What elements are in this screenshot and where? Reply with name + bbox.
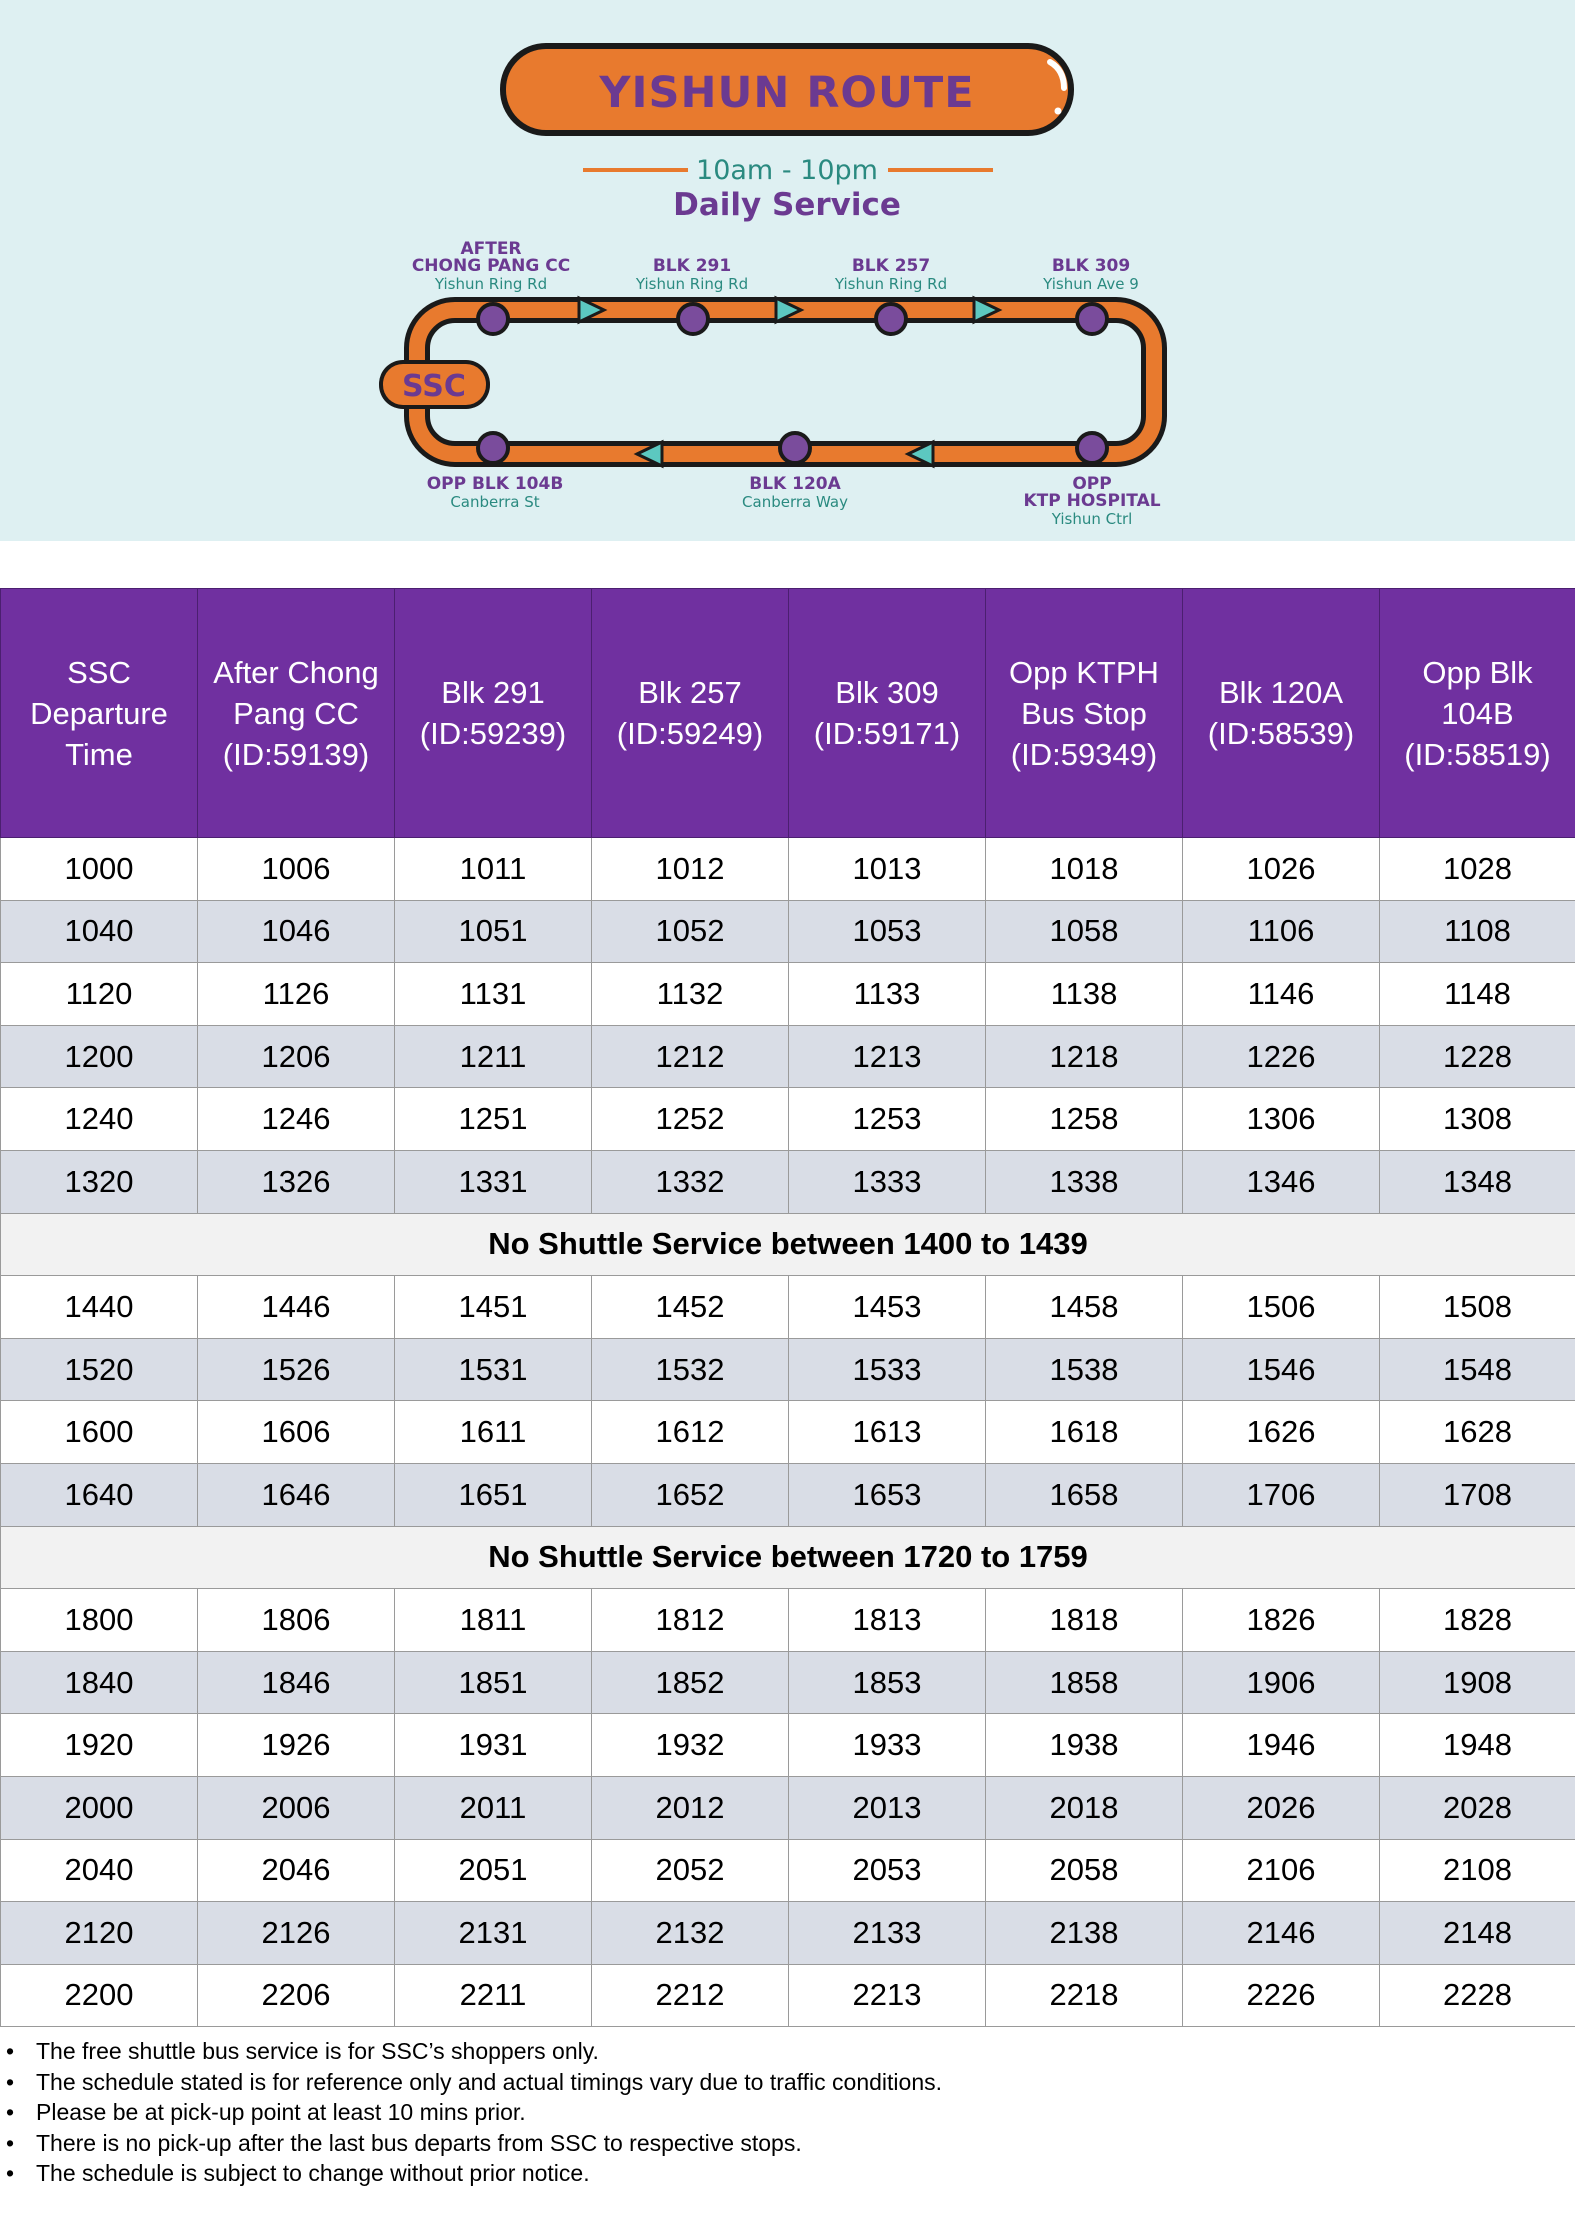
schedule-table xyxy=(0,588,1575,2027)
time-cell: 1458 xyxy=(986,1276,1183,1339)
time-cell: 1206 xyxy=(198,1025,395,1088)
time-cell: 1826 xyxy=(1183,1589,1380,1652)
time-cell: 2106 xyxy=(1183,1839,1380,1902)
route-map xyxy=(0,0,1575,541)
table-row xyxy=(1,1776,1575,1839)
note-item: • The schedule stated is for reference only and actual timings vary due to traffic conditions. xyxy=(0,2067,1575,2098)
stop-marker xyxy=(1077,304,1107,334)
stop-marker xyxy=(1077,433,1107,463)
table-row xyxy=(1,1276,1575,1339)
note-item: • Please be at pick-up point at least 10 mins prior. xyxy=(0,2097,1575,2128)
time-cell: 1346 xyxy=(1183,1150,1380,1213)
table-row xyxy=(1,900,1575,963)
time-cell: 1333 xyxy=(789,1150,986,1213)
time-cell: 1006 xyxy=(198,838,395,901)
no-service-notice-row xyxy=(1,1213,1575,1276)
column-header: Blk 309 (ID:59171) xyxy=(789,589,986,838)
time-cell: 1106 xyxy=(1183,900,1380,963)
time-cell: 2012 xyxy=(592,1776,789,1839)
time-cell: 1811 xyxy=(395,1589,592,1652)
time-cell: 1606 xyxy=(198,1401,395,1464)
time-cell: 1926 xyxy=(198,1714,395,1777)
table-row xyxy=(1,1714,1575,1777)
time-cell: 2213 xyxy=(789,1964,986,2027)
time-cell: 1000 xyxy=(1,838,198,901)
time-cell: 1611 xyxy=(395,1401,592,1464)
column-header: Blk 120A (ID:58539) xyxy=(1183,589,1380,838)
time-cell: 1818 xyxy=(986,1589,1183,1652)
time-cell: 2051 xyxy=(395,1839,592,1902)
track xyxy=(417,310,1154,454)
column-header: Opp KTPH Bus Stop (ID:59349) xyxy=(986,589,1183,838)
time-cell: 1646 xyxy=(198,1463,395,1526)
time-cell: 1212 xyxy=(592,1025,789,1088)
time-cell: 2138 xyxy=(986,1902,1183,1965)
time-cell: 1858 xyxy=(986,1651,1183,1714)
table-row xyxy=(1,1651,1575,1714)
time-cell: 1148 xyxy=(1380,963,1575,1026)
time-cell: 2206 xyxy=(198,1964,395,2027)
stop-marker xyxy=(478,304,508,334)
notes-list xyxy=(0,2036,1575,2189)
stop-label-line1: OPP xyxy=(1072,474,1112,494)
hub-label: SSC xyxy=(402,369,466,404)
time-cell: 1138 xyxy=(986,963,1183,1026)
time-cell: 2053 xyxy=(789,1839,986,1902)
stop-marker xyxy=(876,304,906,334)
time-cell: 1531 xyxy=(395,1338,592,1401)
stop-label-line2: CHONG PANG CC xyxy=(411,256,571,276)
time-cell: 1526 xyxy=(198,1338,395,1401)
table-header-row xyxy=(1,589,1575,838)
time-cell: 1452 xyxy=(592,1276,789,1339)
table-row xyxy=(1,1338,1575,1401)
time-cell: 1446 xyxy=(198,1276,395,1339)
table-row xyxy=(1,963,1575,1026)
time-cell: 1200 xyxy=(1,1025,198,1088)
time-cell: 1253 xyxy=(789,1088,986,1151)
time-cell: 1440 xyxy=(1,1276,198,1339)
time-cell: 1053 xyxy=(789,900,986,963)
time-cell: 1131 xyxy=(395,963,592,1026)
stop-label-line2: BLK 257 xyxy=(851,256,931,276)
stop-road: Yishun Ctrl xyxy=(1051,510,1133,528)
time-cell: 1920 xyxy=(1,1714,198,1777)
time-cell: 1331 xyxy=(395,1150,592,1213)
time-cell: 1613 xyxy=(789,1401,986,1464)
time-cell: 2132 xyxy=(592,1902,789,1965)
table-row xyxy=(1,1463,1575,1526)
time-cell: 1948 xyxy=(1380,1714,1575,1777)
time-cell: 1228 xyxy=(1380,1025,1575,1088)
time-cell: 2120 xyxy=(1,1902,198,1965)
stop-road: Canberra Way xyxy=(742,493,848,511)
time-cell: 2006 xyxy=(198,1776,395,1839)
service-hours: 10am - 10pm xyxy=(696,155,878,186)
service-days: Daily Service xyxy=(673,187,901,223)
stop-road: Yishun Ring Rd xyxy=(635,275,749,293)
route-title: YISHUN ROUTE xyxy=(599,68,975,118)
time-cell: 1846 xyxy=(198,1651,395,1714)
time-cell: 2013 xyxy=(789,1776,986,1839)
time-cell: 1600 xyxy=(1,1401,198,1464)
time-cell: 1626 xyxy=(1183,1401,1380,1464)
stop-label-line2: BLK 291 xyxy=(652,256,732,276)
table-row xyxy=(1,1902,1575,1965)
time-cell: 1706 xyxy=(1183,1463,1380,1526)
time-cell: 1506 xyxy=(1183,1276,1380,1339)
time-cell: 1018 xyxy=(986,838,1183,901)
time-cell: 1908 xyxy=(1380,1651,1575,1714)
stop-marker xyxy=(780,433,810,463)
time-cell: 2200 xyxy=(1,1964,198,2027)
time-cell: 2000 xyxy=(1,1776,198,1839)
column-header: SSC Departure Time xyxy=(1,589,198,838)
column-header: Opp Blk 104B (ID:58519) xyxy=(1380,589,1575,838)
table-row xyxy=(1,1088,1575,1151)
stop-label-line2: BLK 309 xyxy=(1051,256,1131,276)
time-cell: 1132 xyxy=(592,963,789,1026)
time-cell: 1852 xyxy=(592,1651,789,1714)
stop-road: Yishun Ring Rd xyxy=(834,275,948,293)
table-row xyxy=(1,1025,1575,1088)
time-cell: 1546 xyxy=(1183,1338,1380,1401)
time-cell: 1538 xyxy=(986,1338,1183,1401)
time-cell: 2133 xyxy=(789,1902,986,1965)
time-cell: 1813 xyxy=(789,1589,986,1652)
time-cell: 1906 xyxy=(1183,1651,1380,1714)
table-row xyxy=(1,1964,1575,2027)
column-header: After Chong Pang CC (ID:59139) xyxy=(198,589,395,838)
time-cell: 2131 xyxy=(395,1902,592,1965)
time-cell: 2018 xyxy=(986,1776,1183,1839)
time-cell: 1658 xyxy=(986,1463,1183,1526)
pill-shine-dot xyxy=(1055,108,1062,115)
time-cell: 2026 xyxy=(1183,1776,1380,1839)
time-cell: 1640 xyxy=(1,1463,198,1526)
time-cell: 1548 xyxy=(1380,1338,1575,1401)
time-cell: 1932 xyxy=(592,1714,789,1777)
time-cell: 1520 xyxy=(1,1338,198,1401)
time-cell: 1612 xyxy=(592,1401,789,1464)
time-cell: 2226 xyxy=(1183,1964,1380,2027)
time-cell: 1126 xyxy=(198,963,395,1026)
time-cell: 1026 xyxy=(1183,838,1380,901)
time-cell: 2028 xyxy=(1380,1776,1575,1839)
time-cell: 1348 xyxy=(1380,1150,1575,1213)
time-cell: 1226 xyxy=(1183,1025,1380,1088)
note-item: • The free shuttle bus service is for SSC’s shoppers only. xyxy=(0,2036,1575,2067)
table-row xyxy=(1,838,1575,901)
time-cell: 2052 xyxy=(592,1839,789,1902)
time-cell: 1258 xyxy=(986,1088,1183,1151)
table-body xyxy=(1,838,1575,2027)
no-service-notice-row xyxy=(1,1526,1575,1589)
stop-label-line2: KTP HOSPITAL xyxy=(1023,491,1161,511)
time-cell: 1213 xyxy=(789,1025,986,1088)
time-cell: 1453 xyxy=(789,1276,986,1339)
table-row xyxy=(1,1401,1575,1464)
stop-marker xyxy=(678,304,708,334)
table-row xyxy=(1,1589,1575,1652)
time-cell: 1800 xyxy=(1,1589,198,1652)
time-cell: 1618 xyxy=(986,1401,1183,1464)
time-cell: 2058 xyxy=(986,1839,1183,1902)
time-cell: 1306 xyxy=(1183,1088,1380,1151)
stop-label-line1: OPP BLK 104B xyxy=(426,474,564,494)
time-cell: 1251 xyxy=(395,1088,592,1151)
time-cell: 2126 xyxy=(198,1902,395,1965)
note-item: • There is no pick-up after the last bus departs from SSC to respective stops. xyxy=(0,2128,1575,2159)
column-header: Blk 257 (ID:59249) xyxy=(592,589,789,838)
track-outline xyxy=(417,310,1154,454)
time-cell: 1051 xyxy=(395,900,592,963)
time-cell: 1058 xyxy=(986,900,1183,963)
time-cell: 2108 xyxy=(1380,1839,1575,1902)
time-cell: 1806 xyxy=(198,1589,395,1652)
time-cell: 1108 xyxy=(1380,900,1575,963)
time-cell: 1040 xyxy=(1,900,198,963)
time-cell: 1653 xyxy=(789,1463,986,1526)
no-service-notice: No Shuttle Service between 1400 to 1439 xyxy=(1,1213,1575,1276)
stop-road: Canberra St xyxy=(450,493,540,511)
time-cell: 1708 xyxy=(1380,1463,1575,1526)
stop-road: Yishun Ave 9 xyxy=(1043,275,1139,293)
time-cell: 2146 xyxy=(1183,1902,1380,1965)
time-cell: 1308 xyxy=(1380,1088,1575,1151)
stop-marker xyxy=(478,433,508,463)
time-cell: 1851 xyxy=(395,1651,592,1714)
time-cell: 1508 xyxy=(1380,1276,1575,1339)
time-cell: 1028 xyxy=(1380,838,1575,901)
time-cell: 1133 xyxy=(789,963,986,1026)
time-cell: 2040 xyxy=(1,1839,198,1902)
time-cell: 1013 xyxy=(789,838,986,901)
time-cell: 1533 xyxy=(789,1338,986,1401)
time-cell: 1218 xyxy=(986,1025,1183,1088)
time-cell: 1246 xyxy=(198,1088,395,1151)
time-cell: 1628 xyxy=(1380,1401,1575,1464)
time-cell: 1052 xyxy=(592,900,789,963)
time-cell: 1651 xyxy=(395,1463,592,1526)
time-cell: 2046 xyxy=(198,1839,395,1902)
time-cell: 2212 xyxy=(592,1964,789,2027)
time-cell: 1933 xyxy=(789,1714,986,1777)
time-cell: 2148 xyxy=(1380,1902,1575,1965)
time-cell: 1332 xyxy=(592,1150,789,1213)
time-cell: 2218 xyxy=(986,1964,1183,2027)
time-cell: 1853 xyxy=(789,1651,986,1714)
time-cell: 1532 xyxy=(592,1338,789,1401)
column-header: Blk 291 (ID:59239) xyxy=(395,589,592,838)
stop-label-line1: AFTER xyxy=(460,239,522,259)
time-cell: 1120 xyxy=(1,963,198,1026)
time-cell: 1320 xyxy=(1,1150,198,1213)
stop-road: Yishun Ring Rd xyxy=(434,275,548,293)
table-row xyxy=(1,1150,1575,1213)
time-cell: 1338 xyxy=(986,1150,1183,1213)
table-row xyxy=(1,1839,1575,1902)
time-cell: 1211 xyxy=(395,1025,592,1088)
route-header xyxy=(0,0,1575,541)
time-cell: 1011 xyxy=(395,838,592,901)
time-cell: 1938 xyxy=(986,1714,1183,1777)
time-cell: 1946 xyxy=(1183,1714,1380,1777)
time-cell: 1828 xyxy=(1380,1589,1575,1652)
time-cell: 1146 xyxy=(1183,963,1380,1026)
time-cell: 1652 xyxy=(592,1463,789,1526)
time-cell: 1931 xyxy=(395,1714,592,1777)
time-cell: 2011 xyxy=(395,1776,592,1839)
time-cell: 1451 xyxy=(395,1276,592,1339)
note-item: • The schedule is subject to change without prior notice. xyxy=(0,2158,1575,2189)
time-cell: 2228 xyxy=(1380,1964,1575,2027)
time-cell: 2211 xyxy=(395,1964,592,2027)
time-cell: 1240 xyxy=(1,1088,198,1151)
time-cell: 1046 xyxy=(198,900,395,963)
time-cell: 1840 xyxy=(1,1651,198,1714)
no-service-notice: No Shuttle Service between 1720 to 1759 xyxy=(1,1526,1575,1589)
time-cell: 1812 xyxy=(592,1589,789,1652)
stop-label-line1: BLK 120A xyxy=(749,474,841,494)
time-cell: 1326 xyxy=(198,1150,395,1213)
time-cell: 1252 xyxy=(592,1088,789,1151)
time-cell: 1012 xyxy=(592,838,789,901)
